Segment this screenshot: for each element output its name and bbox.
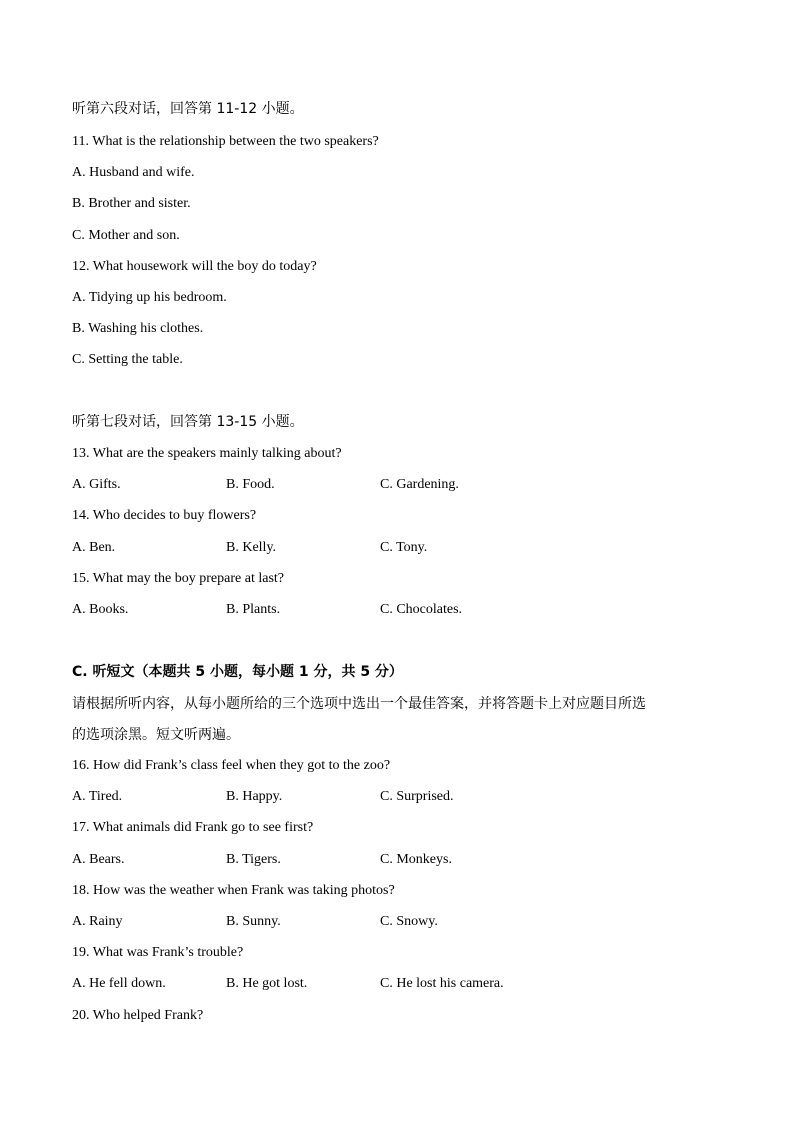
question-14-option-a: A. Ben. [72, 540, 116, 555]
question-17-option-c: C. Monkeys. [380, 852, 452, 867]
question-13-option-c: C. Gardening. [380, 477, 459, 492]
question-14-stem: 14. Who decides to buy flowers? [72, 508, 257, 523]
question-18-option-c: C. Snowy. [380, 914, 438, 929]
section-heading-seventh: 听第七段对话，回答第 13-15 小题。 [72, 414, 304, 430]
question-15-stem: 15. What may the boy prepare at last? [72, 571, 284, 586]
question-12-stem: 12. What housework will the boy do today? [72, 259, 317, 274]
question-19-stem: 19. What was Frank’s trouble? [72, 945, 244, 960]
question-17-stem: 17. What animals did Frank go to see first? [72, 820, 314, 835]
question-15-option-c: C. Chocolates. [380, 602, 463, 617]
question-14-option-b: B. Kelly. [226, 540, 277, 555]
question-20-stem: 20. Who helped Frank? [72, 1008, 204, 1023]
section-heading-part-c: C. 听短文（本题共 5 小题，每小题 1 分，共 5 分） [72, 664, 403, 680]
part-c-instruction-line2: 的选项涂黑。短文听两遍。 [72, 727, 240, 743]
question-16-option-a: A. Tired. [72, 789, 123, 804]
question-11-option-b: B. Brother and sister. [72, 196, 191, 211]
question-15-option-b: B. Plants. [226, 602, 281, 617]
question-18-stem: 18. How was the weather when Frank was taking photos? [72, 883, 395, 898]
question-18-option-a: A. Rainy [72, 914, 123, 929]
question-12-option-a: A. Tidying up his bedroom. [72, 290, 227, 305]
question-12-option-b: B. Washing his clothes. [72, 321, 204, 336]
question-19-option-c: C. He lost his camera. [380, 976, 504, 991]
question-16-option-b: B. Happy. [226, 789, 283, 804]
question-11-option-a: A. Husband and wife. [72, 165, 195, 180]
question-12-option-c: C. Setting the table. [72, 352, 183, 367]
question-14-option-c: C. Tony. [380, 540, 428, 555]
question-13-stem: 13. What are the speakers mainly talking about? [72, 446, 342, 461]
question-18-option-b: B. Sunny. [226, 914, 281, 929]
question-11-stem: 11. What is the relationship between the two speakers? [72, 134, 379, 149]
question-19-option-a: A. He fell down. [72, 976, 166, 991]
question-15-option-a: A. Books. [72, 602, 129, 617]
question-19-option-b: B. He got lost. [226, 976, 308, 991]
section-heading-sixth: 听第六段对话，回答第 11-12 小题。 [72, 101, 304, 117]
question-16-option-c: C. Surprised. [380, 789, 454, 804]
question-16-stem: 16. How did Frank’s class feel when they got to the zoo? [72, 758, 391, 773]
question-13-option-b: B. Food. [226, 477, 275, 492]
part-c-instruction-line1: 请根据所听内容，从每小题所给的三个选项中选出一个最佳答案，并将答题卡上对应题目所选 [72, 696, 646, 712]
question-13-option-a: A. Gifts. [72, 477, 121, 492]
question-11-option-c: C. Mother and son. [72, 228, 180, 243]
question-17-option-b: B. Tigers. [226, 852, 281, 867]
question-17-option-a: A. Bears. [72, 852, 125, 867]
